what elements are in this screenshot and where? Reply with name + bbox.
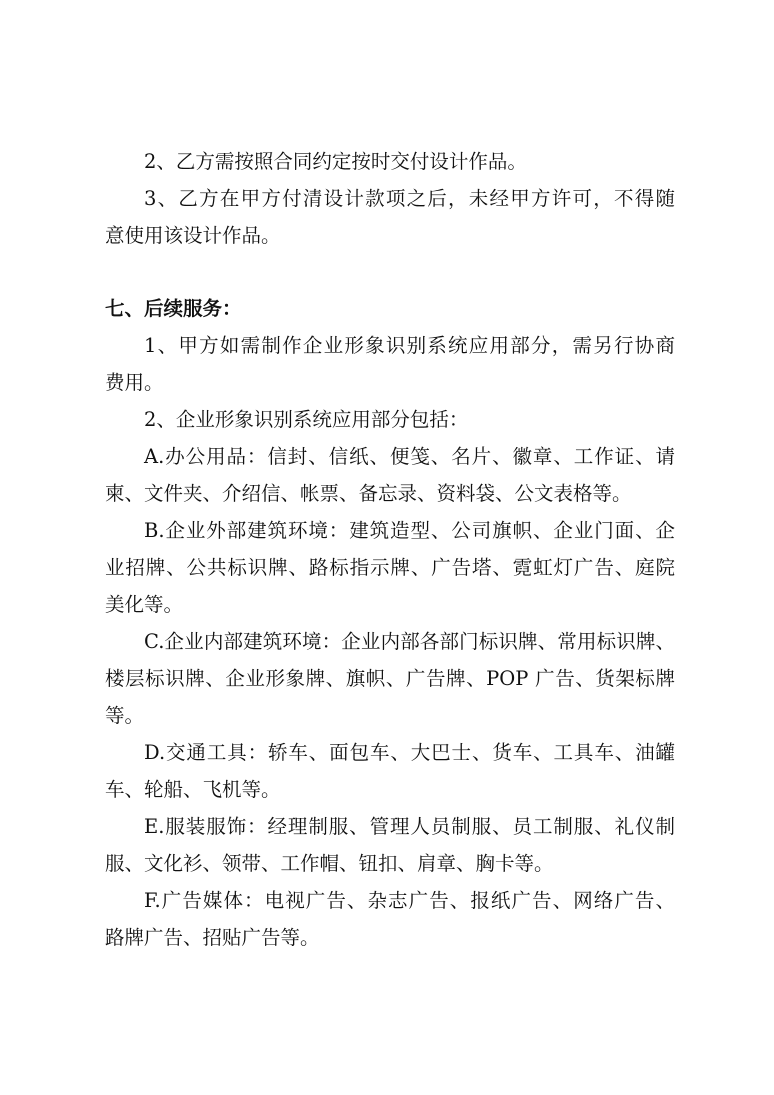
item-b-line-2: 业招牌、公共标识牌、路标指示牌、广告塔、霓虹灯广告、庭院 [105, 556, 675, 579]
item-e-line-1: E.服装服饰：经理制服、管理人员制服、员工制服、礼仪制 [144, 815, 675, 838]
item-c-line-2: 楼层标识牌、企业形象牌、旗帜、广告牌、POP 广告、货架标牌 [105, 667, 675, 690]
item-c-line-1: C.企业内部建筑环境：企业内部各部门标识牌、常用标识牌、 [144, 630, 675, 653]
clause-7-2: 2、企业形象识别系统应用部分包括： [144, 408, 469, 431]
item-a-line-2: 柬、文件夹、介绍信、帐票、备忘录、资料袋、公文表格等。 [105, 482, 632, 505]
clause-6-3-line-2: 意使用该设计作品。 [105, 224, 281, 247]
item-e-line-2: 服、文化衫、领带、工作帽、钮扣、肩章、胸卡等。 [105, 852, 554, 875]
item-a-line-1: A.办公用品：信封、信纸、便笺、名片、徽章、工作证、请 [144, 445, 675, 468]
item-f-line-1: F.广告媒体：电视广告、杂志广告、报纸广告、网络广告、 [144, 889, 675, 912]
item-d-line-2: 车、轮船、飞机等。 [105, 778, 281, 801]
clause-6-3-line-1: 3、乙方在甲方付清设计款项之后，未经甲方许可，不得随 [144, 187, 675, 210]
item-d-line-1: D.交通工具：轿车、面包车、大巴士、货车、工具车、油罐 [144, 741, 675, 764]
item-b-line-3: 美化等。 [105, 593, 184, 616]
clause-7-1-line-2: 费用。 [105, 371, 164, 394]
section-7-heading: 七、后续服务： [105, 297, 242, 320]
item-b-line-1: B.企业外部建筑环境：建筑造型、公司旗帜、企业门面、企 [144, 519, 675, 542]
item-c-line-3: 等。 [105, 704, 145, 727]
clause-7-1-line-1: 1、甲方如需制作企业形象识别系统应用部分，需另行协商 [144, 334, 675, 357]
clause-6-2: 2、乙方需按照合同约定按时交付设计作品。 [144, 150, 527, 173]
item-f-line-2: 路牌广告、招贴广告等。 [105, 926, 320, 949]
